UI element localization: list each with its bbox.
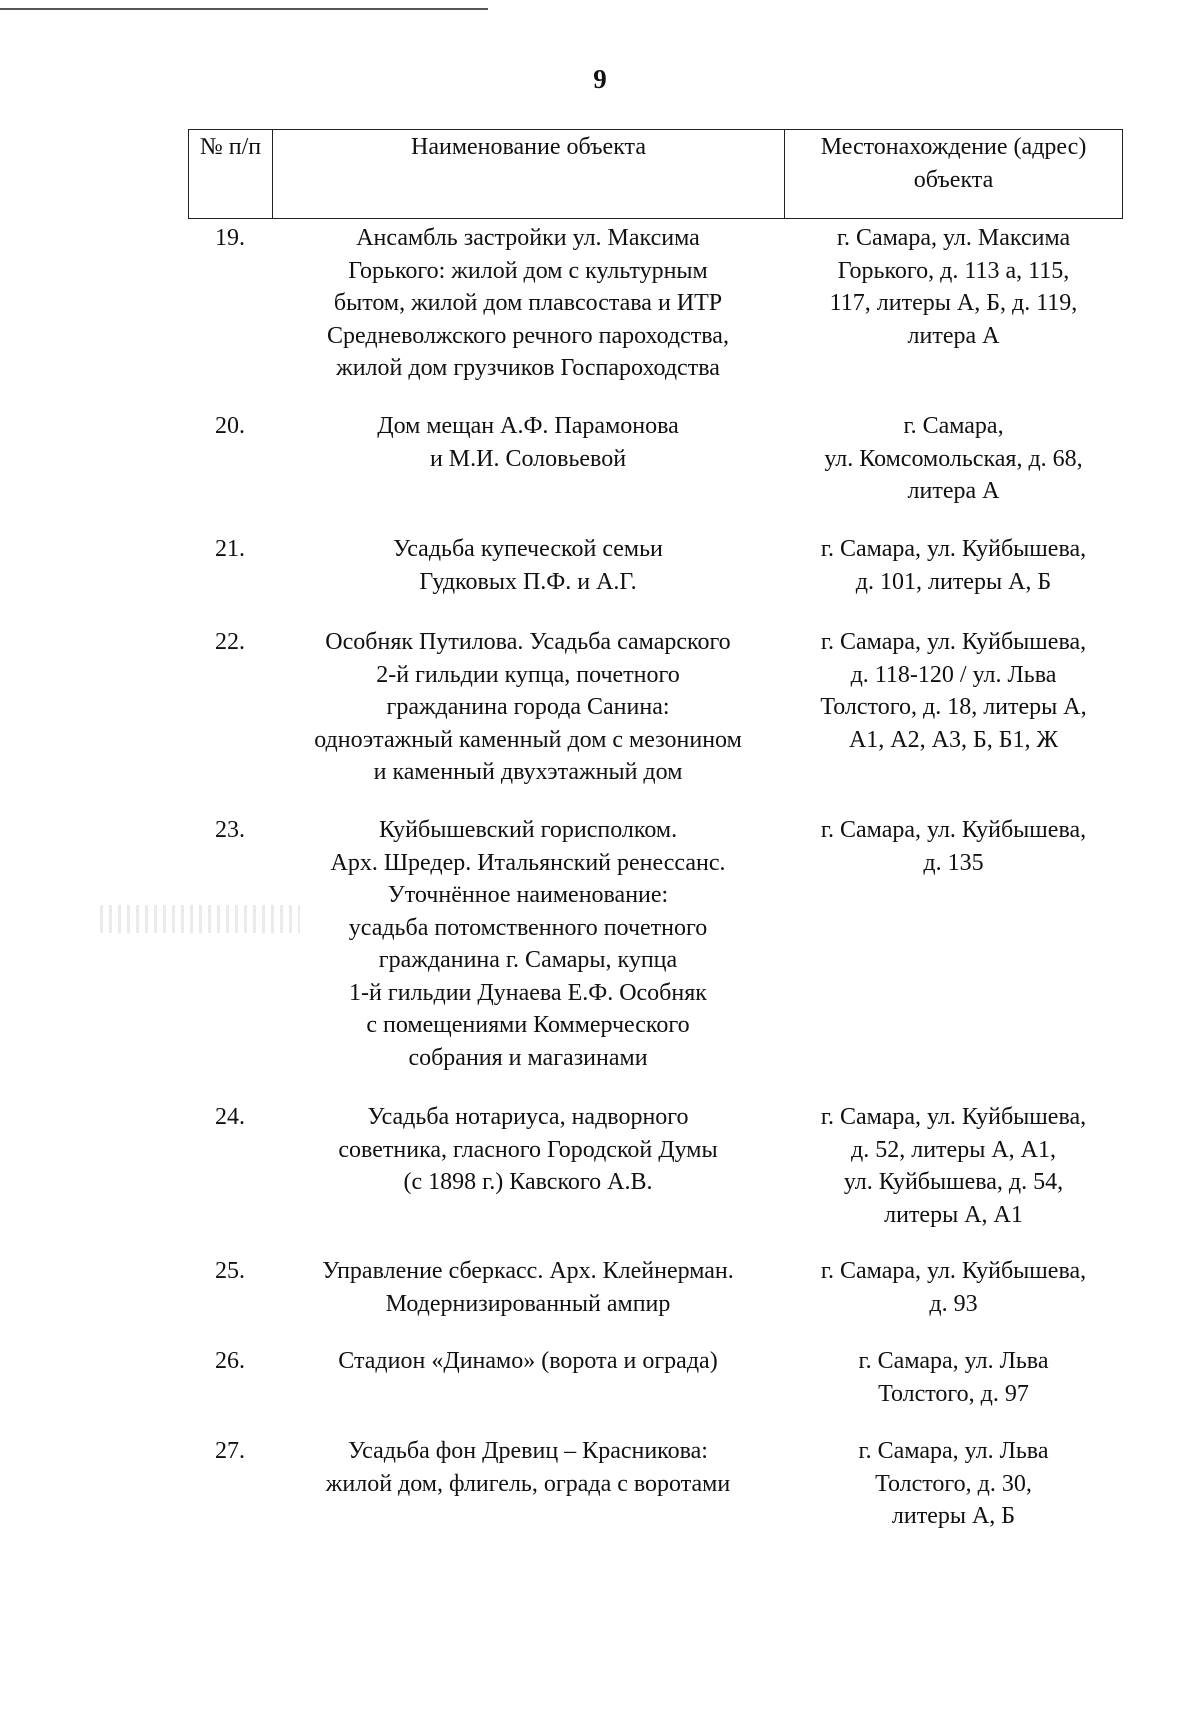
object-address-line: А1, А2, А3, Б, Б1, Ж (848, 726, 1059, 753)
object-name-line: гражданина г. Самары, купца (378, 947, 678, 973)
header-object-address-line: Местонахождение (адрес) (820, 134, 1087, 160)
header-object-name-line: Наименование объекта (411, 134, 646, 160)
object-name-line: Горького: жилой дом с культурным (348, 257, 708, 284)
object-name-line: усадьба потомственного почетного (348, 914, 708, 941)
object-address (784, 222, 1123, 385)
table-row (188, 533, 1123, 598)
object-address-line: д. 93 (929, 1290, 978, 1317)
object-address-line: г. Самара, ул. Куйбышева, (820, 1258, 1087, 1284)
object-name-line: советника, гласного Городской Думы (338, 1136, 718, 1163)
table-row (188, 1101, 1123, 1231)
object-name-line: Усадьба фон Древиц – Красникова: (348, 1438, 708, 1464)
table-row (188, 626, 1123, 789)
header-object-address-line: объекта (913, 167, 994, 193)
object-name-line: Особняк Путилова. Усадьба самарского (325, 629, 731, 655)
object-address (784, 1101, 1123, 1231)
object-address (784, 814, 1123, 1074)
header-number-line: п/п (228, 134, 262, 160)
object-name-line: жилой дом, флигель, ограда с воротами (325, 1470, 731, 1497)
object-address-line: литера А (907, 478, 1000, 504)
table-header (188, 129, 1123, 219)
table-row (188, 814, 1123, 1074)
table-row (188, 1345, 1123, 1410)
object-address-line: г. Самара, ул. Куйбышева, (820, 1104, 1087, 1130)
object-name-line: гражданина города Санина: (386, 694, 670, 720)
header-number-line: № (199, 134, 223, 160)
object-address-line: г. Самара, ул. Максима (836, 225, 1071, 251)
object-address (784, 533, 1123, 598)
table-row (188, 222, 1123, 385)
object-name-line: Усадьба купеческой семьи (393, 536, 663, 562)
object-address-line: г. Самара, ул. Льва (858, 1348, 1049, 1374)
object-address (784, 1435, 1123, 1533)
table-row (188, 410, 1123, 508)
object-address-line: д. 135 (923, 849, 984, 876)
row-number: 20. (215, 413, 245, 439)
object-name-line: Уточнённое наименование: (387, 882, 669, 908)
object-address-line: литеры А, Б (891, 1503, 1016, 1529)
object-name-line: с помещениями Коммерческого (366, 1012, 690, 1038)
object-name (272, 222, 784, 385)
object-name (272, 410, 784, 508)
object-name-line: 2-й гильдии купца, почетного (376, 661, 680, 688)
object-name-line: бытом, жилой дом плавсостава и ИТР (333, 290, 723, 316)
object-address-line: г. Самара, ул. Льва (858, 1438, 1049, 1464)
table-row (188, 1435, 1123, 1533)
object-name-line: одноэтажный каменный дом с мезонином (314, 726, 742, 753)
object-name (272, 1435, 784, 1533)
object-address-line: литера А (907, 322, 1000, 349)
object-address-line: литеры А, А1 (884, 1201, 1023, 1228)
object-name-line: и М.И. Соловьевой (429, 445, 627, 472)
object-address-line: г. Самара, ул. Куйбышева, (820, 817, 1087, 843)
object-address (784, 1345, 1123, 1410)
object-address-line: Толстого, д. 18, литеры А, (820, 694, 1087, 720)
object-name-line: Стадион «Динамо» (ворота и ограда) (338, 1348, 718, 1374)
header-number (189, 130, 273, 218)
object-address-line: д. 101, литеры А, Б (855, 568, 1052, 595)
object-name (272, 814, 784, 1074)
object-name-line: 1-й гильдии Дунаева Е.Ф. Особняк (349, 979, 707, 1006)
row-number: 25. (215, 1258, 245, 1284)
object-name-line: жилой дом грузчиков Госпароходства (336, 355, 720, 381)
header-object-address (785, 130, 1122, 218)
object-address (784, 410, 1123, 508)
object-address-line: г. Самара, ул. Куйбышева, (820, 536, 1087, 562)
row-number: 22. (215, 629, 245, 655)
object-address (784, 626, 1123, 789)
object-address (784, 1255, 1123, 1320)
object-name-line: Арх. Шредер. Итальянский ренессанс. (330, 849, 726, 876)
object-name-line: собрания и магазинами (408, 1044, 648, 1071)
row-number: 19. (215, 225, 245, 251)
object-name-line: Дом мещан А.Ф. Парамонова (377, 413, 679, 439)
row-number: 27. (215, 1438, 245, 1464)
row-number: 23. (215, 817, 245, 843)
object-name-line: Гудковых П.Ф. и А.Г. (419, 568, 637, 595)
row-number: 24. (215, 1104, 245, 1130)
object-address-line: ул. Комсомольская, д. 68, (824, 445, 1083, 472)
row-number: 26. (215, 1348, 245, 1374)
object-address-line: г. Самара, ул. Куйбышева, (820, 629, 1087, 655)
object-name (272, 1255, 784, 1320)
object-name (272, 1345, 784, 1410)
object-address-line: Толстого, д. 97 (878, 1380, 1029, 1407)
object-name-line: Модернизированный ампир (385, 1290, 671, 1317)
object-address-line: д. 118-120 / ул. Льва (850, 661, 1057, 688)
object-address-line: д. 52, литеры А, А1, (851, 1136, 1056, 1163)
object-name-line: Куйбышевский горисполком. (378, 817, 678, 843)
object-address-line: г. Самара, (903, 413, 1004, 439)
object-name (272, 626, 784, 789)
page-number: 9 (593, 64, 607, 94)
object-address-line: ул. Куйбышева, д. 54, (843, 1169, 1064, 1195)
object-name-line: Усадьба нотариуса, надворного (367, 1104, 689, 1130)
top-rule (0, 8, 488, 10)
object-name-line: (с 1898 г.) Кавского А.В. (403, 1169, 653, 1195)
object-name-line: Управление сберкасс. Арх. Клейнерман. (322, 1258, 734, 1284)
table-row (188, 1255, 1123, 1320)
object-name-line: Средневолжского речного пароходства, (327, 322, 729, 349)
object-name (272, 533, 784, 598)
object-address-line: Горького, д. 113 а, 115, (837, 257, 1070, 284)
object-name-line: и каменный двухэтажный дом (373, 759, 683, 785)
header-object-name (273, 130, 785, 218)
object-address-line: Толстого, д. 30, (875, 1470, 1032, 1497)
object-name (272, 1101, 784, 1231)
row-number: 21. (215, 536, 245, 562)
object-address-line: 117, литеры А, Б, д. 119, (829, 290, 1078, 316)
object-name-line: Ансамбль застройки ул. Максима (356, 225, 700, 251)
